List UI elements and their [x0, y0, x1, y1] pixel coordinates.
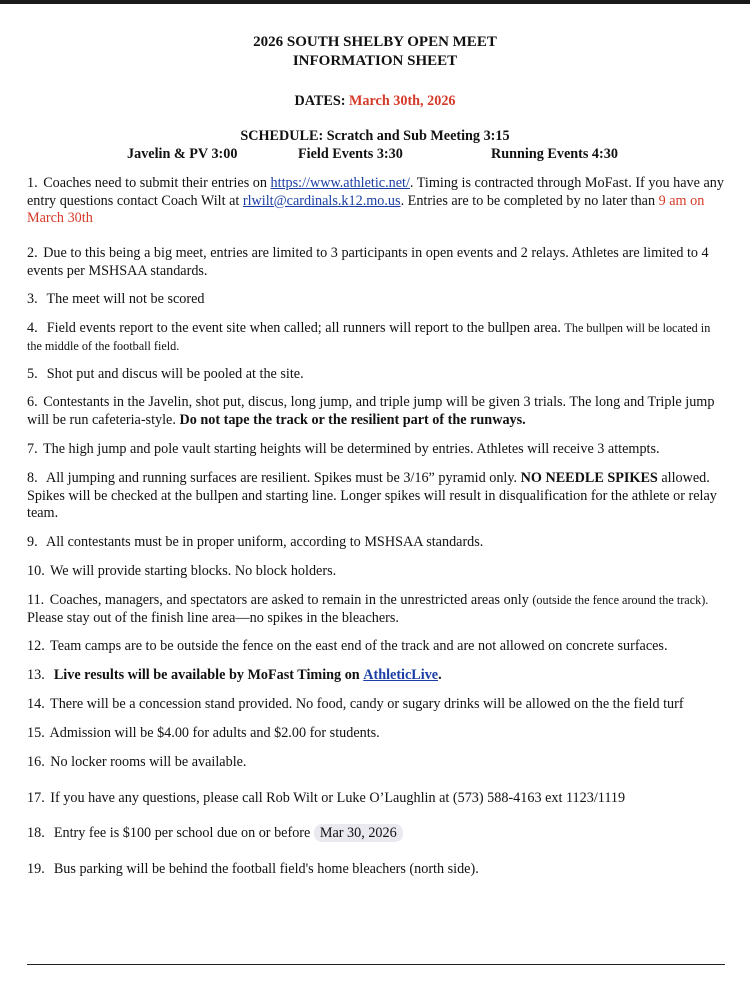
list-item-7: 7. The high jump and pole vault starting heights will be determined by entries. Athletes will receive 3 attempts.: [27, 441, 660, 457]
list-item-8: 8. All jumping and running surfaces are resilient. Spikes must be 3/16” pyramid only. NO NEEDLE SPIKES allowed. Spikes will be checked at the bullpen and starting line. Longer spikes will result in disqualification for the athlete or relay team.: [27, 470, 717, 521]
list-item-17: 17. If you have any questions, please call Rob Wilt or Luke O’Laughlin at (573) 588-4163 ext 1123/1119: [27, 790, 626, 806]
list-item-13: 13. Live results will be available by MoFast Timing on AthleticLive.: [27, 667, 442, 683]
schedule-running: Running Events 4:30: [491, 146, 618, 162]
list-item-3: 3. The meet will not be scored: [27, 291, 205, 307]
dates-label: DATES:: [294, 93, 346, 109]
schedule-javelin: Javelin & PV 3:00: [127, 146, 238, 162]
dates-line: [0, 93, 750, 110]
top-border: [0, 0, 750, 4]
list-item-18: 18. Entry fee is $100 per school due on or before Mar 30, 2026: [27, 825, 727, 843]
list-item-1: 1. Coaches need to submit their entries on https://www.athletic.net/. Timing is contracted through MoFast. If you have any entry questions contact Coach Wilt at rlwilt@cardinals.k12.mo.us. Entries are to be completed by no later than 9 am on March 30th: [27, 175, 724, 226]
email-link[interactable]: rlwilt@cardinals.k12.mo.us: [242, 192, 401, 209]
athletic-net-link[interactable]: https://www.athletic.net/: [270, 175, 410, 191]
list-item-16: 16. No locker rooms will be available.: [27, 754, 247, 770]
list-item-19: 19. Bus parking will be behind the football field's home bleachers (north side).: [27, 861, 479, 877]
list-item-2: 2. Due to this being a big meet, entries are limited to 3 participants in open events and 2 relays. Athletes are limited to 4 events per MSHSAA standards.: [27, 245, 709, 279]
list-item-14: 14. There will be a concession stand provided. No food, candy or sugary drinks will be allowed on the the field turf: [27, 696, 684, 712]
list-item-9: 9. All contestants must be in proper uniform, according to MSHSAA standards.: [27, 534, 484, 550]
list-item-10: 10. We will provide starting blocks. No block holders.: [27, 563, 337, 579]
schedule-field: Field Events 3:30: [298, 146, 403, 162]
doc-title-line1: 2026 SOUTH SHELBY OPEN MEET: [253, 34, 497, 50]
footer-divider: [27, 964, 725, 965]
entry-deadline: 9 am on March 30th: [27, 192, 705, 226]
list-item-12: 12. Team camps are to be outside the fence on the east end of the track and are not allowed on concrete surfaces.: [27, 638, 668, 654]
dates-value: March 30th, 2026: [349, 93, 456, 109]
doc-title-line2: INFORMATION SHEET: [292, 53, 458, 69]
athleticlive-link[interactable]: AthleticLive: [363, 667, 439, 683]
list-item-6: 6. Contestants in the Javelin, shot put, discus, long jump, and triple jump will be given 3 trials. The long and Triple jump will be run cafeteria-style. Do not tape the track or the resilient part of the runways.: [27, 394, 715, 428]
schedule-line: SCHEDULE: Scratch and Sub Meeting 3:15: [240, 128, 510, 144]
list-item-15: 15. Admission will be $4.00 for adults and $2.00 for students.: [27, 725, 380, 741]
entry-fee-date-chip[interactable]: Mar 30, 2026: [314, 824, 403, 842]
list-item-4: 4. Field events report to the event site when called; all runners will report to the bullpen area. The bullpen will be located in the middle of the football field.: [27, 320, 711, 353]
list-item-11: 11. Coaches, managers, and spectators are asked to remain in the unrestricted areas only (outside the fence around the track). Please stay out of the finish line area—no spikes in the bleachers.: [27, 592, 709, 626]
list-item-5: 5. Shot put and discus will be pooled at the site.: [27, 366, 304, 382]
